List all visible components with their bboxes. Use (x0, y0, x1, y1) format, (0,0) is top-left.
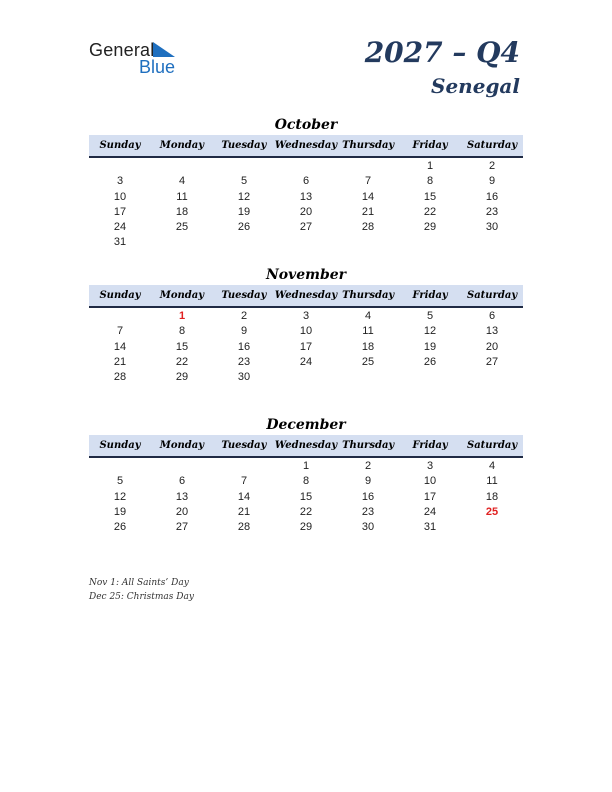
day-cell: 22 (299, 505, 313, 518)
day-cell: 20 (485, 340, 499, 353)
day-cell (89, 459, 151, 474)
day-cell: 25 (485, 505, 499, 518)
day-cell: 14 (237, 490, 251, 503)
week-row (89, 355, 523, 370)
day-cell: 26 (237, 221, 251, 234)
day-cell: 17 (299, 340, 313, 353)
day-cell: 30 (237, 371, 251, 384)
day-cell: 18 (361, 340, 375, 353)
day-cell: 12 (423, 325, 437, 338)
week-row (89, 324, 523, 339)
day-cell (399, 235, 461, 250)
day-cell (337, 159, 399, 174)
day-cell: 9 (364, 475, 372, 488)
country-name: Senegal (431, 74, 520, 98)
weekday-label: Thursday (342, 290, 395, 301)
day-cell: 18 (485, 490, 499, 503)
weekday-label: Sunday (99, 440, 141, 451)
day-cell: 3 (426, 460, 434, 472)
month-calendar-december (89, 415, 523, 535)
day-cell: 27 (485, 355, 499, 368)
day-cell: 17 (113, 205, 127, 218)
general-blue-logo (89, 40, 189, 76)
weekday-header-row (89, 285, 523, 308)
day-cell: 2 (240, 310, 248, 322)
weekday-header-row (89, 435, 523, 458)
weekday-label: Sunday (99, 140, 141, 151)
day-cell: 21 (113, 355, 127, 368)
day-cell: 22 (423, 205, 437, 218)
day-cell: 25 (361, 355, 375, 368)
day-cell: 10 (423, 475, 437, 488)
day-cell (213, 159, 275, 174)
week-row (89, 370, 523, 385)
day-cell: 20 (175, 505, 189, 518)
weekday-label: Tuesday (221, 440, 267, 451)
day-cell: 11 (362, 325, 374, 338)
day-cell: 27 (299, 221, 313, 234)
day-cell: 12 (237, 190, 251, 203)
week-row (89, 159, 523, 174)
day-cell (275, 159, 337, 174)
weekday-label: Friday (412, 440, 448, 451)
day-cell: 4 (178, 175, 186, 188)
day-cell: 16 (485, 190, 499, 203)
day-cell (461, 520, 523, 535)
day-cell (275, 235, 337, 250)
weekday-label: Thursday (342, 440, 395, 451)
day-cell: 8 (178, 325, 186, 338)
weekday-label: Saturday (466, 440, 518, 451)
day-cell: 29 (299, 521, 313, 534)
day-cell: 29 (175, 371, 189, 384)
day-cell: 14 (113, 340, 127, 353)
day-cell: 15 (423, 190, 437, 203)
day-cell: 15 (299, 490, 313, 503)
week-row (89, 490, 523, 505)
day-cell: 7 (364, 175, 372, 188)
month-name: December (266, 417, 346, 433)
day-cell (89, 159, 151, 174)
day-cell: 6 (178, 475, 186, 488)
day-cell: 8 (302, 475, 310, 488)
month-name: October (274, 117, 338, 133)
day-cell: 20 (299, 205, 313, 218)
day-cell (151, 235, 213, 250)
day-cell: 19 (237, 205, 251, 218)
weekday-header-row (89, 135, 523, 158)
day-cell: 1 (302, 460, 310, 472)
week-row (89, 474, 523, 489)
day-cell: 7 (116, 325, 124, 338)
day-cell (461, 370, 523, 385)
day-cell: 9 (240, 325, 248, 338)
day-cell: 1 (426, 160, 434, 172)
day-cell: 24 (113, 221, 127, 234)
week-row (89, 309, 523, 324)
weekday-label: Wednesday (274, 140, 338, 151)
day-cell: 6 (302, 175, 310, 188)
holiday-note: Dec 25: Christmas Day (89, 592, 194, 602)
day-cell: 23 (361, 505, 375, 518)
weekday-label: Thursday (342, 140, 395, 151)
holiday-note: Nov 1: All Saints’ Day (89, 578, 189, 588)
weekday-label: Monday (159, 140, 205, 151)
day-cell: 26 (423, 355, 437, 368)
day-cell: 9 (488, 175, 496, 188)
day-cell: 24 (423, 505, 437, 518)
weekday-label: Friday (412, 140, 448, 151)
day-cell: 21 (237, 505, 251, 518)
logo-general-text: General (89, 40, 155, 60)
logo-blue-text: Blue (139, 57, 176, 77)
day-cell: 4 (364, 310, 372, 322)
weekday-label: Wednesday (274, 440, 338, 451)
day-cell: 28 (113, 371, 127, 384)
month-calendar-november (89, 265, 523, 385)
week-row (89, 190, 523, 205)
week-row (89, 205, 523, 220)
day-cell: 10 (299, 325, 313, 338)
day-cell: 25 (175, 221, 189, 234)
day-cell: 5 (426, 310, 434, 322)
day-cell: 28 (361, 221, 375, 234)
day-cell: 6 (488, 310, 496, 322)
day-cell: 26 (113, 521, 127, 534)
day-cell: 1 (178, 310, 186, 322)
day-cell: 28 (237, 521, 251, 534)
day-cell: 23 (237, 355, 251, 368)
week-row (89, 174, 523, 189)
day-cell: 7 (240, 475, 248, 488)
day-cell: 4 (488, 460, 496, 472)
weekday-label: Saturday (466, 290, 518, 301)
day-cell: 19 (423, 340, 437, 353)
weekday-label: Saturday (466, 140, 518, 151)
page-title: 2027 – Q4 (364, 36, 520, 69)
day-cell: 24 (299, 355, 313, 368)
day-cell (399, 370, 461, 385)
holiday-notes (89, 576, 194, 604)
day-cell: 30 (485, 221, 499, 234)
day-cell: 12 (113, 490, 127, 503)
logo-flag-icon (153, 42, 175, 57)
weekday-label: Tuesday (221, 140, 267, 151)
day-cell: 11 (176, 190, 188, 203)
day-cell: 2 (488, 160, 496, 172)
day-cell: 30 (361, 521, 375, 534)
day-cell (213, 235, 275, 250)
week-row (89, 235, 523, 250)
week-row (89, 340, 523, 355)
week-row (89, 505, 523, 520)
weekday-label: Sunday (99, 290, 141, 301)
day-cell: 16 (237, 340, 251, 353)
day-cell: 5 (116, 475, 124, 488)
day-cell: 16 (361, 490, 375, 503)
day-cell: 18 (175, 205, 189, 218)
month-calendar-october (89, 115, 523, 251)
day-cell (151, 159, 213, 174)
day-cell: 13 (299, 190, 313, 203)
day-cell: 13 (485, 325, 499, 338)
day-cell (337, 235, 399, 250)
week-row (89, 459, 523, 474)
day-cell: 11 (486, 475, 498, 488)
day-cell (89, 309, 151, 324)
day-cell: 19 (113, 505, 127, 518)
day-cell: 13 (175, 490, 189, 503)
day-cell (151, 459, 213, 474)
day-cell: 22 (175, 355, 189, 368)
day-cell: 14 (361, 190, 375, 203)
weekday-label: Monday (159, 440, 205, 451)
day-cell (461, 235, 523, 250)
day-cell: 21 (361, 205, 375, 218)
day-cell: 27 (175, 521, 189, 534)
day-cell: 3 (116, 175, 124, 188)
day-cell (337, 370, 399, 385)
week-row (89, 520, 523, 535)
day-cell (275, 370, 337, 385)
day-cell (213, 459, 275, 474)
day-cell: 2 (364, 460, 372, 472)
week-row (89, 220, 523, 235)
day-cell: 31 (423, 521, 437, 534)
month-name: November (265, 267, 347, 283)
day-cell: 23 (485, 205, 499, 218)
day-cell: 8 (426, 175, 434, 188)
weekday-label: Friday (412, 290, 448, 301)
day-cell: 31 (113, 236, 127, 249)
day-cell: 29 (423, 221, 437, 234)
day-cell: 17 (423, 490, 437, 503)
day-cell: 10 (113, 190, 127, 203)
weekday-label: Tuesday (221, 290, 267, 301)
day-cell: 15 (175, 340, 189, 353)
weekday-label: Wednesday (274, 290, 338, 301)
day-cell: 3 (302, 310, 310, 322)
day-cell: 5 (240, 175, 248, 188)
weekday-label: Monday (159, 290, 205, 301)
